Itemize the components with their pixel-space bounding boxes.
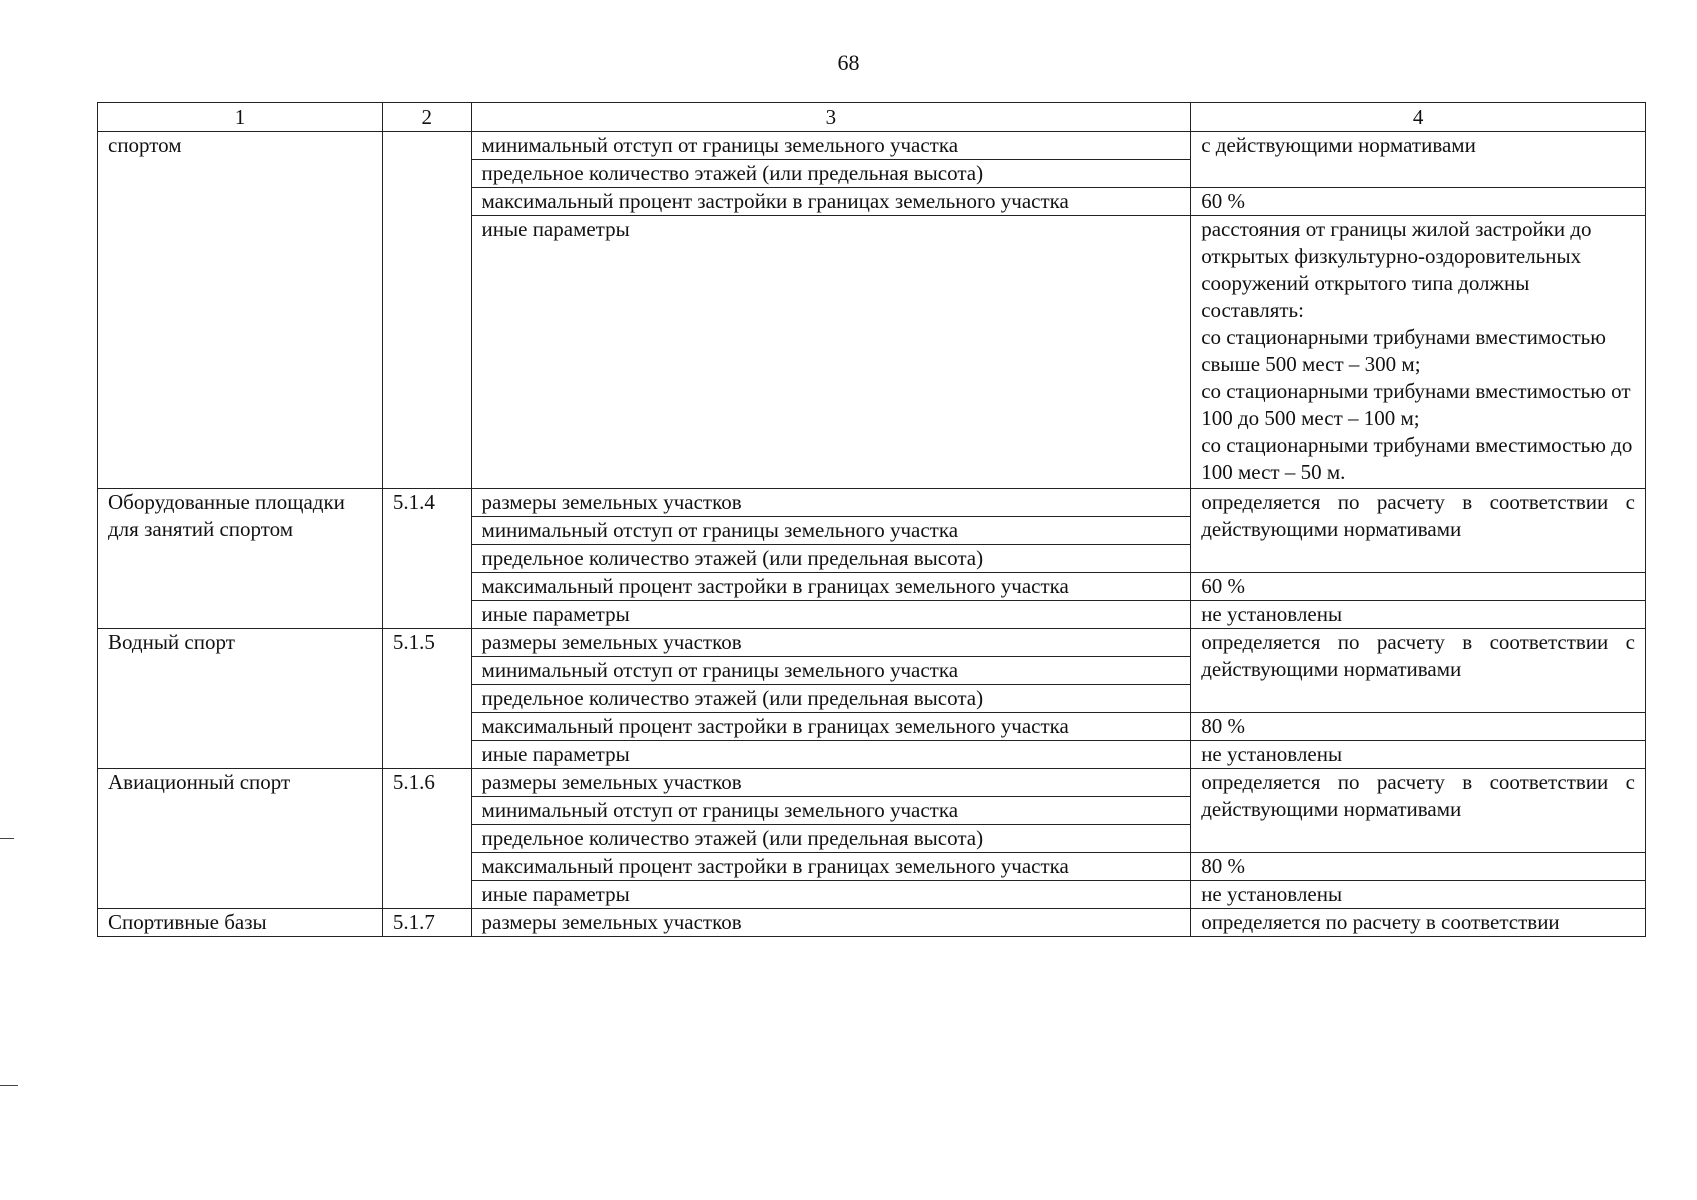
parameter-cell: иные параметры [471,601,1191,629]
table-header-row [98,103,1646,132]
parameter-cell: минимальный отступ от границы земельного участка [471,657,1191,685]
value-cell: не установлены [1191,741,1646,769]
parameter-cell: размеры земельных участков [471,489,1191,517]
parameter-cell: максимальный процент застройки в границах земельного участка [471,573,1191,601]
value-cell: с действующими нормативами [1191,132,1646,188]
value-cell: 80 % [1191,853,1646,881]
parameter-cell: предельное количество этажей (или предельная высота) [471,160,1191,188]
parameter-cell: иные параметры [471,881,1191,909]
table-row [98,909,1646,937]
scan-edge-mark [0,838,14,839]
value-cell: определяется по расчету в соответствии [1191,909,1646,937]
parameter-cell: предельное количество этажей (или предельная высота) [471,825,1191,853]
parameter-cell: иные параметры [471,741,1191,769]
use-code-cell: 5.1.5 [382,629,471,769]
value-cell: определяется по расчету в соответствии с действующими нормативами [1191,769,1646,853]
use-name-cell: спортом [98,132,383,489]
column-header: 3 [471,103,1191,132]
column-header: 1 [98,103,383,132]
parameter-cell: размеры земельных участков [471,629,1191,657]
value-cell: 80 % [1191,713,1646,741]
table-row [98,489,1646,517]
value-cell: 60 % [1191,188,1646,216]
regulations-table [97,102,1646,937]
parameter-cell: максимальный процент застройки в границах земельного участка [471,713,1191,741]
table-row [98,769,1646,797]
value-cell: 60 % [1191,573,1646,601]
use-name-cell: Авиационный спорт [98,769,383,909]
value-cell: не установлены [1191,881,1646,909]
use-code-cell: 5.1.7 [382,909,471,937]
parameter-cell: иные параметры [471,216,1191,489]
parameter-cell: размеры земельных участков [471,769,1191,797]
value-cell: не установлены [1191,601,1646,629]
table-row [98,629,1646,657]
use-code-cell: 5.1.6 [382,769,471,909]
parameter-cell: максимальный процент застройки в границах земельного участка [471,853,1191,881]
scan-edge-mark [0,1085,18,1086]
value-cell: определяется по расчету в соответствии с действующими нормативами [1191,489,1646,573]
parameter-cell: максимальный процент застройки в границах земельного участка [471,188,1191,216]
value-cell: определяется по расчету в соответствии с действующими нормативами [1191,629,1646,713]
value-cell: расстояния от границы жилой застройки до открытых физкультурно-оздоровительных сооружений открытого типа должны составлять: со стационарными трибунами вместимостью свыше 500 мест – 300 м; со стационарными трибунами вместимостью от 100 до 500 мест – 100 м; со стационарными трибунами вместимостью до 100 мест – 50 м. [1191,216,1646,489]
column-header: 4 [1191,103,1646,132]
parameter-cell: предельное количество этажей (или предельная высота) [471,685,1191,713]
use-name-cell: Спортивные базы [98,909,383,937]
use-name-cell: Водный спорт [98,629,383,769]
use-code-cell: 5.1.4 [382,489,471,629]
table-row [98,132,1646,160]
parameter-cell: предельное количество этажей (или предельная высота) [471,545,1191,573]
page-number: 68 [837,50,860,75]
column-header: 2 [382,103,471,132]
parameter-cell: минимальный отступ от границы земельного участка [471,797,1191,825]
parameter-cell: размеры земельных участков [471,909,1191,937]
use-name-cell: Оборудованные площадки для занятий спортом [98,489,383,629]
parameter-cell: минимальный отступ от границы земельного участка [471,517,1191,545]
parameter-cell: минимальный отступ от границы земельного участка [471,132,1191,160]
use-code-cell [382,132,471,489]
